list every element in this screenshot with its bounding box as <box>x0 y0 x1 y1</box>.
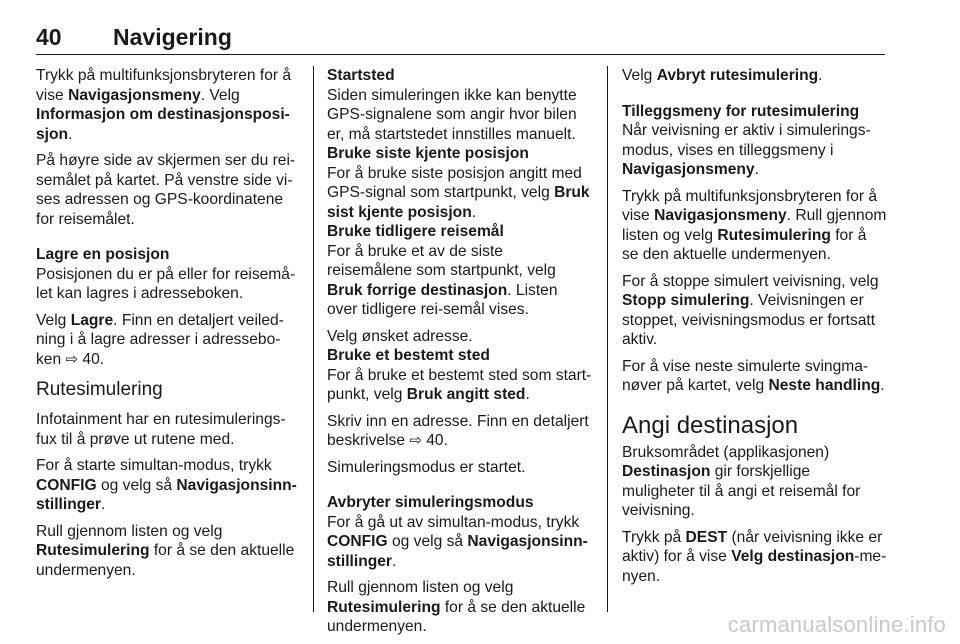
paragraph: Velg Avbryt rutesimulering. <box>622 67 823 84</box>
paragraph: For å bruke et av de siste reisemålene som startpunkt, velg Bruk forrige destinasjon. Listen over tidligere rei-semål vises. <box>327 242 558 318</box>
paragraph: Simuleringsmodus er startet. <box>327 458 526 476</box>
section-heading-angi-destinasjon: Angi destinasjon <box>622 411 799 439</box>
page-header <box>36 24 885 55</box>
section-heading-startsted: Startsted <box>327 67 395 84</box>
section-heading-bruk-siste: Bruke siste kjente posisjon <box>327 145 529 162</box>
section-heading-bruk-tidligere: Bruke tidligere reisemål <box>327 223 504 240</box>
paragraph: For å bruke et bestemt sted som start-punkt, velg Bruk angitt sted. <box>327 366 592 403</box>
column-3 <box>622 66 887 593</box>
section-heading-rutesimulering: Rutesimulering <box>36 379 163 400</box>
paragraph: Posisjonen du er på eller for reisemå-let kan lagres i adresseboken. <box>36 265 296 302</box>
paragraph: På høyre side av skjermen ser du rei-semålet på kartet. På venstre side vi-ses adressen og GPS-koordinatene for reisemålet. <box>36 152 296 228</box>
paragraph: Rull gjennom listen og velg Rutesimulering for å se den aktuelle undermenyen. <box>36 522 295 579</box>
paragraph: Infotainment har en rutesimulerings-fux til å prøve ut rutene med. <box>36 411 286 448</box>
section-heading-tilleggsmeny: Tilleggsmeny for rutesimulering <box>622 102 860 120</box>
paragraph: Siden simuleringen ikke kan benytte GPS-signalene som angir hvor bilen er, må startstedet innstilles manuelt. <box>327 86 577 143</box>
paragraph: Velg Lagre. Finn en detaljert veiled-ning i å lagre adresser i adressebo-ken ⇨ 40. <box>36 311 284 368</box>
paragraph: Velg ønsket adresse. <box>327 327 473 345</box>
column-divider-right <box>607 66 608 612</box>
column-2 <box>327 66 592 644</box>
paragraph: Bruksområdet (applikasjonen) <box>622 443 830 461</box>
paragraph: Trykk på DEST (når veivisning ikke er aktiv) for å vise Velg destinasjon-me-nyen. <box>622 528 887 585</box>
page-reference-arrow-icon: ⇨ <box>409 432 422 449</box>
paragraph: For å bruke siste posisjon angitt med GPS-signal som startpunkt, velg Bruk sist kjente posisjon. <box>327 164 590 221</box>
chapter-title: Navigering <box>113 24 232 50</box>
section-heading-bruk-bestemt: Bruke et bestemt sted <box>327 347 490 364</box>
paragraph: Destinasjon gir forskjellige muligheter til å angi et reisemål for veivisning. <box>622 463 861 519</box>
column-1 <box>36 66 298 587</box>
paragraph: For å starte simultan-modus, trykk CONFIG og velg så Navigasjonsinn-stillinger. <box>36 457 297 513</box>
section-heading-lagre: Lagre en posisjon <box>36 246 170 263</box>
watermark: carmanualsonline.info <box>727 612 946 637</box>
paragraph: Trykk på multifunksjonsbryteren for å vise Navigasjonsmeny. Velg Informasjon om destinasjonsposi-sjon. <box>36 67 292 143</box>
page-reference-arrow-icon: ⇨ <box>65 350 79 368</box>
column-divider-left <box>313 66 314 612</box>
paragraph: For å vise neste simulerte svingma-nøver på kartet, velg Neste handling. <box>622 357 885 394</box>
paragraph: Når veivisning er aktiv i simulerings-modus, vises en tilleggsmeny i Navigasjonsmeny. <box>622 122 871 178</box>
page-number: 40 <box>36 24 62 50</box>
section-heading-avbryter: Avbryter simuleringsmodus <box>327 494 534 511</box>
paragraph: For å stoppe simulert veivisning, velg Stopp simulering. Veivisningen er stoppet, veivisningsmodus er fortsatt aktiv. <box>622 272 879 348</box>
paragraph: For å gå ut av simultan-modus, trykk CONFIG og velg så Navigasjonsinn-stillinger. <box>327 513 588 570</box>
paragraph: Skriv inn en adresse. Finn en detaljert beskrivelse ⇨ 40. <box>327 412 589 449</box>
paragraph: Trykk på multifunksjonsbryteren for å vise Navigasjonsmeny. Rull gjennom listen og velg Rutesimulering for å se den aktuelle undermenyen. <box>622 187 887 263</box>
paragraph: Rull gjennom listen og velg Rutesimulering for å se den aktuelle undermenyen. <box>327 579 586 635</box>
